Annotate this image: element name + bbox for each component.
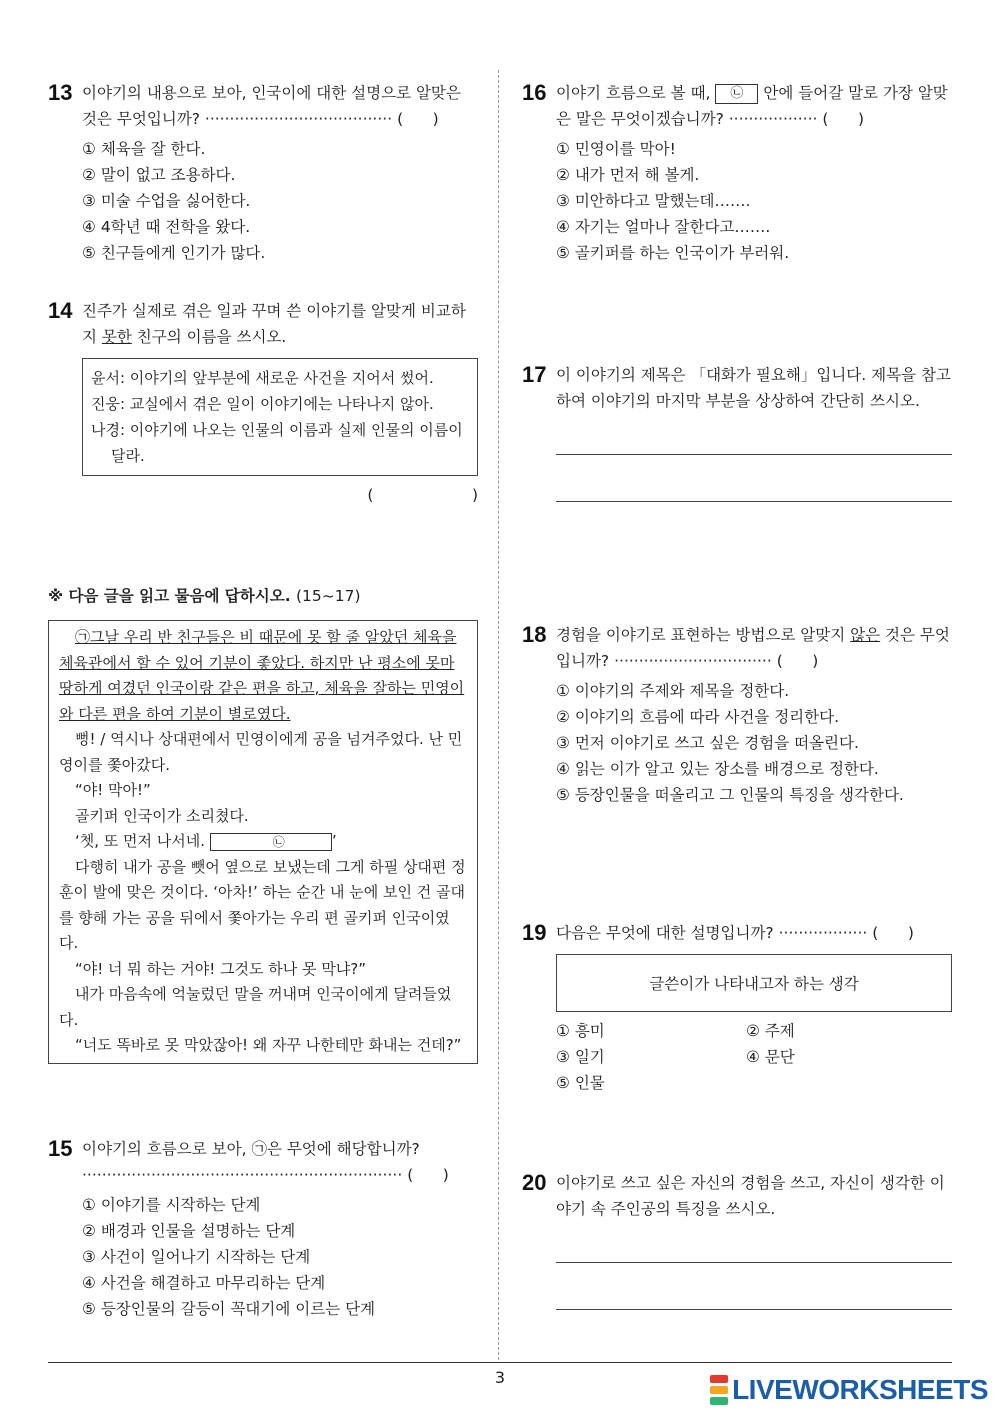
passage-paragraph: “너도 똑바로 못 막았잖아! 왜 자꾸 나한테만 화내는 건데?” — [75, 1036, 462, 1054]
passage-text: ’ — [331, 832, 337, 850]
answer-blank[interactable]: ( ) — [872, 924, 914, 942]
option[interactable]: ① 이야기를 시작하는 단계 — [82, 1196, 261, 1214]
statement: 진웅: 교실에서 겪은 일이 이야기에는 나타나지 않아. — [91, 395, 434, 413]
option[interactable]: ⑤ 골키퍼를 하는 인국이가 부러워. — [556, 244, 790, 262]
leader-dots: ································ — [614, 652, 772, 670]
question-stem: 이 이야기의 제목은 「대화가 필요해」입니다. 제목을 참고하여 이야기의 마지막 부분을 상상하여 간단히 쓰시오. — [556, 366, 951, 410]
question-text: 이야기의 내용으로 보아, 인국이에 대한 설명으로 알맞은 것은 무엇입니까? — [82, 84, 461, 128]
option[interactable]: ③ 사건이 일어나기 시작하는 단계 — [82, 1248, 311, 1266]
question-13 — [48, 80, 478, 266]
logo-icon — [710, 1375, 728, 1405]
passage-paragraph: ㉠그날 우리 반 친구들은 비 때문에 못 할 줄 알았던 체육을 체육관에서 할 수 있어 기분이 좋았다. 하지만 난 평소에 못마땅하게 여겼던 인국이랑 같은 편을 하고, 체육을 잘하는 민영이와 다른 편을 하여 기분이 별로였다. — [59, 628, 465, 723]
option[interactable]: ④ 사건을 해결하고 마무리하는 단계 — [82, 1274, 326, 1292]
question-stem — [82, 1136, 478, 1188]
option[interactable]: ① 흥미 — [556, 1022, 605, 1040]
option-list — [82, 136, 478, 266]
footer-rule — [48, 1362, 952, 1363]
answer-blank[interactable]: ( ) — [407, 1166, 449, 1184]
question-text: 것은 무엇입니까? — [556, 626, 950, 670]
option[interactable]: ② 배경과 인물을 설명하는 단계 — [82, 1222, 296, 1240]
passage-box — [48, 620, 478, 1064]
passage-paragraph: 골키퍼 인국이가 소리쳤다. — [75, 806, 249, 825]
option[interactable]: ① 체육을 잘 한다. — [82, 140, 206, 158]
option[interactable]: ② 주제 — [746, 1022, 795, 1040]
option[interactable]: ① 민영이를 막아! — [556, 140, 676, 158]
question-20 — [522, 1170, 952, 1310]
option[interactable]: ⑤ 등장인물의 갈등이 꼭대기에 이르는 단계 — [82, 1300, 376, 1318]
option[interactable]: ② 이야기의 흐름에 따라 사건을 정리한다. — [556, 708, 840, 726]
answer-blank[interactable]: ( ) — [822, 110, 865, 128]
notice-range: (15~17) — [296, 587, 361, 605]
answer-line[interactable] — [556, 501, 952, 502]
answer-line[interactable] — [556, 1262, 952, 1263]
question-stem — [82, 298, 478, 350]
option[interactable]: ③ 일기 — [556, 1048, 605, 1066]
question-14 — [48, 298, 478, 504]
option-list — [556, 136, 952, 266]
option[interactable]: ③ 미안하다고 말했는데……. — [556, 192, 751, 210]
question-text: 경험을 이야기로 표현하는 방법으로 알맞지 — [556, 626, 851, 644]
question-number: 18 — [522, 622, 547, 647]
question-number: 19 — [522, 920, 547, 945]
passage-paragraph: 뻥! / 역시나 상대편에서 민영이에게 공을 넘겨주었다. 난 민영이를 쫓아갔다. — [59, 730, 463, 774]
question-text: 이야기의 흐름으로 보아, ㉠은 무엇에 해당합니까? — [82, 1140, 420, 1158]
question-number: 14 — [48, 298, 73, 323]
question-number: 13 — [48, 80, 73, 105]
leader-dots: ······································ — [204, 110, 393, 128]
logo-text: LIVEWORKSHEETS — [732, 1374, 988, 1405]
question-text: 진주가 실제로 겪은 일과 꾸며 쓴 이야기를 알맞게 비교하지 — [82, 302, 466, 346]
answer-line[interactable] — [556, 1309, 952, 1310]
liveworksheets-logo — [710, 1374, 988, 1406]
question-18 — [522, 622, 952, 808]
question-stem — [82, 80, 478, 132]
column-divider — [498, 70, 499, 1360]
reading-passage — [48, 620, 478, 1064]
statement: 윤서: 이야기의 앞부분에 새로운 사건을 지어서 썼어. — [91, 369, 434, 387]
option[interactable]: ⑤ 등장인물을 떠올리고 그 인물의 특징을 생각한다. — [556, 786, 904, 804]
option-list — [82, 1192, 478, 1322]
question-number: 17 — [522, 362, 547, 387]
question-number: 15 — [48, 1136, 73, 1161]
question-stem — [556, 80, 952, 132]
question-stem — [556, 622, 952, 674]
notice-instruction: ※ 다음 글을 읽고 물음에 답하시오. — [48, 587, 291, 605]
blank-marker: ㉡ — [715, 84, 758, 104]
option[interactable]: ③ 미술 수업을 싫어한다. — [82, 192, 251, 210]
statement: 나경: 이야기에 나오는 인물의 이름과 실제 인물의 이름이 달라. — [91, 421, 463, 465]
option[interactable]: ⑤ 인물 — [556, 1074, 605, 1092]
notice-text — [48, 584, 478, 606]
option[interactable]: ② 말이 없고 조용하다. — [82, 166, 236, 184]
question-text: 친구의 이름을 쓰시오. — [131, 328, 287, 346]
option[interactable]: ② 내가 먼저 해 볼게. — [556, 166, 700, 184]
option[interactable]: ① 이야기의 주제와 제목을 정한다. — [556, 682, 790, 700]
question-text: 이야기 흐름으로 볼 때, — [556, 84, 716, 102]
passage-text: ‘쳇, 또 먼저 나서네. — [75, 832, 210, 850]
leader-dots: ·················· — [778, 924, 868, 942]
option[interactable]: ④ 읽는 이가 알고 있는 장소를 배경으로 정한다. — [556, 760, 879, 778]
option-grid — [556, 1018, 952, 1096]
option[interactable]: ⑤ 친구들에게 인기가 많다. — [82, 244, 266, 262]
option[interactable]: ④ 자기는 얼마나 잘한다고……. — [556, 218, 771, 236]
passage-paragraph: “야! 너 뭐 하는 거야! 그것도 하나 못 막냐?” — [75, 959, 367, 978]
passage-paragraph: 내가 마음속에 억눌렀던 말을 꺼내며 인국이에게 달려들었다. — [59, 985, 452, 1029]
option[interactable]: ④ 문단 — [746, 1048, 795, 1066]
question-16 — [522, 80, 952, 266]
question-stem — [556, 920, 952, 946]
question-17 — [522, 362, 952, 502]
question-number: 20 — [522, 1170, 547, 1195]
question-19 — [522, 920, 952, 1096]
underlined-word: 않은 — [850, 626, 881, 644]
answer-blank[interactable]: ( ) — [776, 652, 819, 670]
question-text: 다음은 무엇에 대한 설명입니까? — [556, 924, 774, 942]
question-15 — [48, 1136, 478, 1322]
passage-paragraph: 다행히 내가 공을 뺏어 옆으로 보냈는데 그게 하필 상대편 정훈이 발에 맞은 것이다. ‘아차!’ 하는 순간 내 눈에 보인 건 골대를 향해 가는 공을 뒤에서 쫓아가는 우리 편 골키퍼 인국이였다. — [59, 857, 466, 952]
passage-paragraph — [59, 829, 467, 855]
answer-blank[interactable]: ( ) — [367, 486, 478, 504]
definition-box: 글쓴이가 나타내고자 하는 생각 — [556, 954, 952, 1012]
passage-paragraph: “야! 막아!” — [75, 781, 151, 799]
answer-line[interactable] — [556, 454, 952, 455]
blank-marker: ㉡ — [210, 833, 332, 851]
leader-dots: ································································· — [82, 1166, 403, 1184]
page-number: 3 — [494, 1368, 506, 1387]
passage-notice — [48, 584, 478, 606]
question-number: 16 — [522, 80, 547, 105]
answer-blank[interactable]: ( ) — [397, 110, 439, 128]
leader-dots: ·················· — [728, 110, 818, 128]
question-stem: 이야기로 쓰고 싶은 자신의 경험을 쓰고, 자신이 생각한 이야기 속 주인공의 특징을 쓰시오. — [556, 1174, 945, 1218]
question-text: 안에 들어갈 말로 가장 알맞은 말은 무엇이겠습니까? — [556, 84, 948, 128]
option[interactable]: ④ 4학년 때 전학을 왔다. — [82, 218, 251, 236]
underlined-word: 못한 — [101, 328, 132, 346]
option-list — [556, 678, 952, 808]
statement-box — [82, 358, 478, 476]
option[interactable]: ③ 먼저 이야기로 쓰고 싶은 경험을 떠올린다. — [556, 734, 859, 752]
